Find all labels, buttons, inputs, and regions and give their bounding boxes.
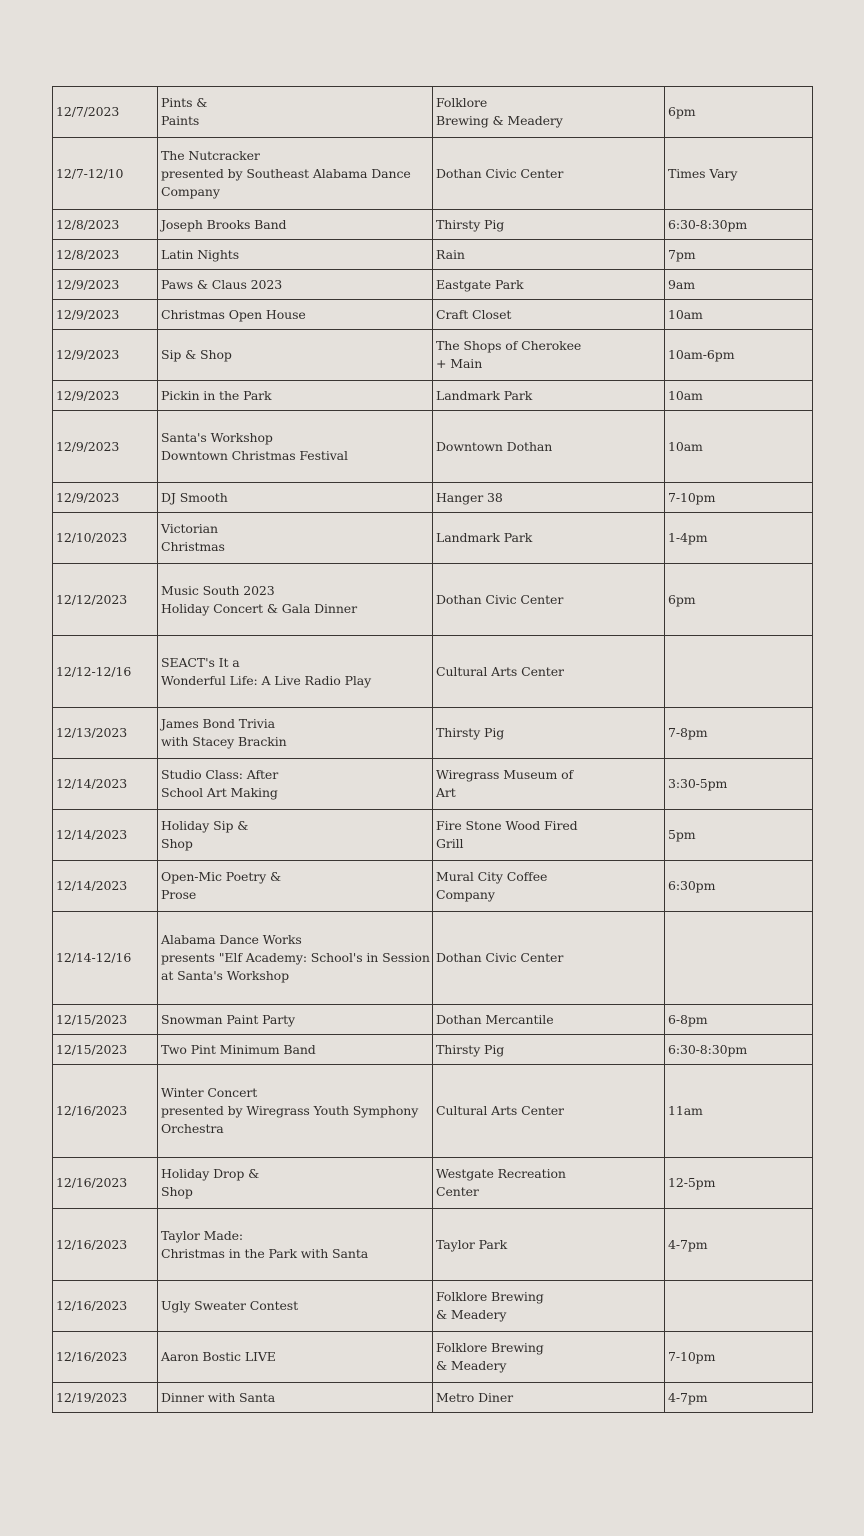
event-time: 6:30-8:30pm (665, 1035, 813, 1065)
event-date: 12/16/2023 (53, 1065, 158, 1158)
event-date: 12/14/2023 (53, 810, 158, 861)
event-venue: Dothan Civic Center (433, 138, 665, 210)
table-row (53, 1332, 813, 1383)
event-date: 12/16/2023 (53, 1332, 158, 1383)
event-name: Aaron Bostic LIVE (158, 1332, 433, 1383)
event-name: Snowman Paint Party (158, 1005, 433, 1035)
event-venue: Cultural Arts Center (433, 636, 665, 708)
event-time: 6:30-8:30pm (665, 210, 813, 240)
event-time: 3:30-5pm (665, 759, 813, 810)
event-date: 12/8/2023 (53, 210, 158, 240)
event-date: 12/15/2023 (53, 1005, 158, 1035)
event-time: 1-4pm (665, 513, 813, 564)
event-name: Winter Concert presented by Wiregrass Youth Symphony Orchestra (158, 1065, 433, 1158)
event-venue: Dothan Civic Center (433, 564, 665, 636)
event-date: 12/7/2023 (53, 87, 158, 138)
event-name: Pints & Paints (158, 87, 433, 138)
event-time: 7-8pm (665, 708, 813, 759)
event-time: 9am (665, 270, 813, 300)
event-date: 12/19/2023 (53, 1383, 158, 1413)
table-row (53, 483, 813, 513)
event-time: 10am (665, 381, 813, 411)
event-venue: Cultural Arts Center (433, 1065, 665, 1158)
event-name: SEACT's It a Wonderful Life: A Live Radio Play (158, 636, 433, 708)
event-venue: Metro Diner (433, 1383, 665, 1413)
event-date: 12/9/2023 (53, 270, 158, 300)
event-time: 4-7pm (665, 1209, 813, 1281)
table-row (53, 1005, 813, 1035)
event-name: Holiday Sip & Shop (158, 810, 433, 861)
event-venue: Thirsty Pig (433, 708, 665, 759)
event-time: Times Vary (665, 138, 813, 210)
event-date: 12/9/2023 (53, 300, 158, 330)
event-time: 11am (665, 1065, 813, 1158)
event-time: 5pm (665, 810, 813, 861)
event-time: 6:30pm (665, 861, 813, 912)
event-name: Holiday Drop & Shop (158, 1158, 433, 1209)
event-name: Victorian Christmas (158, 513, 433, 564)
table-row (53, 1383, 813, 1413)
event-time: 7-10pm (665, 1332, 813, 1383)
event-time: 10am (665, 300, 813, 330)
table-row (53, 564, 813, 636)
event-time: 7-10pm (665, 483, 813, 513)
table-row (53, 1035, 813, 1065)
event-venue: Craft Closet (433, 300, 665, 330)
event-name: James Bond Trivia with Stacey Brackin (158, 708, 433, 759)
event-name: Ugly Sweater Contest (158, 1281, 433, 1332)
event-venue: Taylor Park (433, 1209, 665, 1281)
event-name: Dinner with Santa (158, 1383, 433, 1413)
table-row (53, 708, 813, 759)
event-date: 12/14-12/16 (53, 912, 158, 1005)
event-venue: Dothan Mercantile (433, 1005, 665, 1035)
event-name: Santa's Workshop Downtown Christmas Festival (158, 411, 433, 483)
event-venue: Folklore Brewing & Meadery (433, 87, 665, 138)
event-date: 12/14/2023 (53, 861, 158, 912)
event-name: Two Pint Minimum Band (158, 1035, 433, 1065)
event-date: 12/16/2023 (53, 1158, 158, 1209)
event-time: 6-8pm (665, 1005, 813, 1035)
table-row (53, 300, 813, 330)
event-venue: Fire Stone Wood Fired Grill (433, 810, 665, 861)
table-row (53, 210, 813, 240)
event-date: 12/14/2023 (53, 759, 158, 810)
event-time (665, 912, 813, 1005)
event-name: Open-Mic Poetry & Prose (158, 861, 433, 912)
events-table (52, 86, 813, 1413)
event-time: 7pm (665, 240, 813, 270)
event-date: 12/12-12/16 (53, 636, 158, 708)
event-venue: Rain (433, 240, 665, 270)
event-name: Taylor Made: Christmas in the Park with Santa (158, 1209, 433, 1281)
event-name: Music South 2023 Holiday Concert & Gala Dinner (158, 564, 433, 636)
table-row (53, 1158, 813, 1209)
table-row (53, 1209, 813, 1281)
event-name: Sip & Shop (158, 330, 433, 381)
table-row (53, 861, 813, 912)
event-date: 12/16/2023 (53, 1209, 158, 1281)
event-venue: Thirsty Pig (433, 210, 665, 240)
event-name: DJ Smooth (158, 483, 433, 513)
event-name: Studio Class: After School Art Making (158, 759, 433, 810)
event-venue: Dothan Civic Center (433, 912, 665, 1005)
table-row (53, 240, 813, 270)
table-row (53, 759, 813, 810)
event-date: 12/16/2023 (53, 1281, 158, 1332)
table-row (53, 330, 813, 381)
event-venue: Downtown Dothan (433, 411, 665, 483)
table-row (53, 1281, 813, 1332)
event-name: Joseph Brooks Band (158, 210, 433, 240)
event-name: Pickin in the Park (158, 381, 433, 411)
event-venue: Landmark Park (433, 513, 665, 564)
event-venue: Westgate Recreation Center (433, 1158, 665, 1209)
event-date: 12/9/2023 (53, 381, 158, 411)
event-venue: Landmark Park (433, 381, 665, 411)
table-row (53, 810, 813, 861)
event-date: 12/13/2023 (53, 708, 158, 759)
event-venue: Wiregrass Museum of Art (433, 759, 665, 810)
table-row (53, 636, 813, 708)
event-name: Paws & Claus 2023 (158, 270, 433, 300)
event-venue: The Shops of Cherokee + Main (433, 330, 665, 381)
event-date: 12/9/2023 (53, 330, 158, 381)
event-date: 12/8/2023 (53, 240, 158, 270)
table-row (53, 270, 813, 300)
table-row (53, 87, 813, 138)
event-time: 4-7pm (665, 1383, 813, 1413)
table-row (53, 1065, 813, 1158)
event-venue: Thirsty Pig (433, 1035, 665, 1065)
event-venue: Eastgate Park (433, 270, 665, 300)
event-date: 12/15/2023 (53, 1035, 158, 1065)
event-name: Alabama Dance Works presents "Elf Academy: School's in Session at Santa's Workshop (158, 912, 433, 1005)
event-date: 12/7-12/10 (53, 138, 158, 210)
table-row (53, 411, 813, 483)
event-date: 12/12/2023 (53, 564, 158, 636)
table-row (53, 912, 813, 1005)
event-date: 12/9/2023 (53, 483, 158, 513)
event-time: 10am-6pm (665, 330, 813, 381)
table-row (53, 138, 813, 210)
events-table-body (53, 87, 813, 1413)
event-venue: Hanger 38 (433, 483, 665, 513)
event-venue: Folklore Brewing & Meadery (433, 1332, 665, 1383)
event-name: Latin Nights (158, 240, 433, 270)
event-time: 6pm (665, 564, 813, 636)
event-date: 12/9/2023 (53, 411, 158, 483)
event-time (665, 636, 813, 708)
event-venue: Folklore Brewing & Meadery (433, 1281, 665, 1332)
table-row (53, 513, 813, 564)
event-time (665, 1281, 813, 1332)
table-row (53, 381, 813, 411)
event-time: 10am (665, 411, 813, 483)
event-date: 12/10/2023 (53, 513, 158, 564)
event-time: 6pm (665, 87, 813, 138)
event-venue: Mural City Coffee Company (433, 861, 665, 912)
event-name: The Nutcracker presented by Southeast Alabama Dance Company (158, 138, 433, 210)
event-time: 12-5pm (665, 1158, 813, 1209)
event-name: Christmas Open House (158, 300, 433, 330)
